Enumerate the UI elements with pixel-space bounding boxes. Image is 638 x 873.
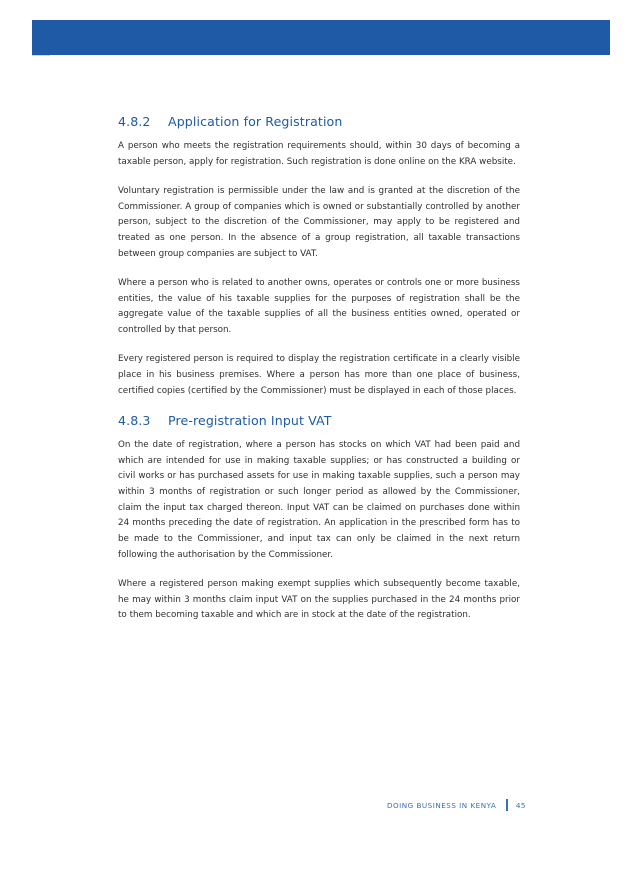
header-band: [32, 20, 610, 55]
page-footer: [387, 799, 526, 811]
page-content: [118, 114, 520, 638]
footer-publication: DOING BUSINESS IN KENYA: [386, 800, 497, 810]
footer-divider: [506, 799, 508, 811]
paragraph: Voluntary registration is permissible under the law and is granted at the discretion of the Commissioner. A group of companies which is owned or substantially controlled by another person, subject to the discretion of the Commissioner, may apply to be registered and treated as one person. In the absence of a group registration, all taxable transactions between group companies are subject to VAT.: [118, 185, 520, 259]
paragraph: Where a person who is related to another owns, operates or controls one or more business entities, the value of his taxable supplies for the purposes of registration shall be the aggregate value of the taxable supplies of all the business entities owned, operated or controlled by that person.: [118, 277, 520, 336]
section-number: 4.8.2: [118, 114, 151, 129]
header-band-edge: [32, 55, 50, 56]
section-title: Pre-registration Input VAT: [168, 412, 332, 428]
page-number: 45: [515, 800, 526, 810]
paragraph: On the date of registration, where a person has stocks on which VAT had been paid and which are intended for use in making taxable supplies; or has constructed a building or civil works or has purchased assets for use in making taxable supplies, such a person may within 3 months of registration or such longer period as allowed by the Commissioner, claim the input tax charged thereon. Input VAT can be claimed on purchases done within 24 months preceding the date of registration. An application in the prescribed form has to be made to the Commissioner, and input tax can only be claimed in the next return following the authorisation by the Commissioner.: [118, 439, 520, 560]
section-heading-pre-registration: [118, 413, 520, 428]
section-title: Application for Registration: [168, 114, 343, 129]
section-heading-application: [118, 114, 520, 129]
paragraph: A person who meets the registration requirements should, within 30 days of becoming a taxable person, apply for registration. Such registration is done online on the KRA website.: [118, 141, 520, 167]
paragraph: Where a registered person making exempt supplies which subsequently become taxable, he may within 3 months claim input VAT on the supplies purchased in the 24 months prior to them becoming taxable and which are in stock at the date of the registration.: [118, 578, 520, 621]
section-number: 4.8.3: [118, 412, 151, 428]
paragraph: Every registered person is required to display the registration certificate in a clearly visible place in his business premises. Where a person has more than one place of business, certified copies (certified by the Commissioner) must be displayed in each of those places.: [118, 354, 520, 396]
